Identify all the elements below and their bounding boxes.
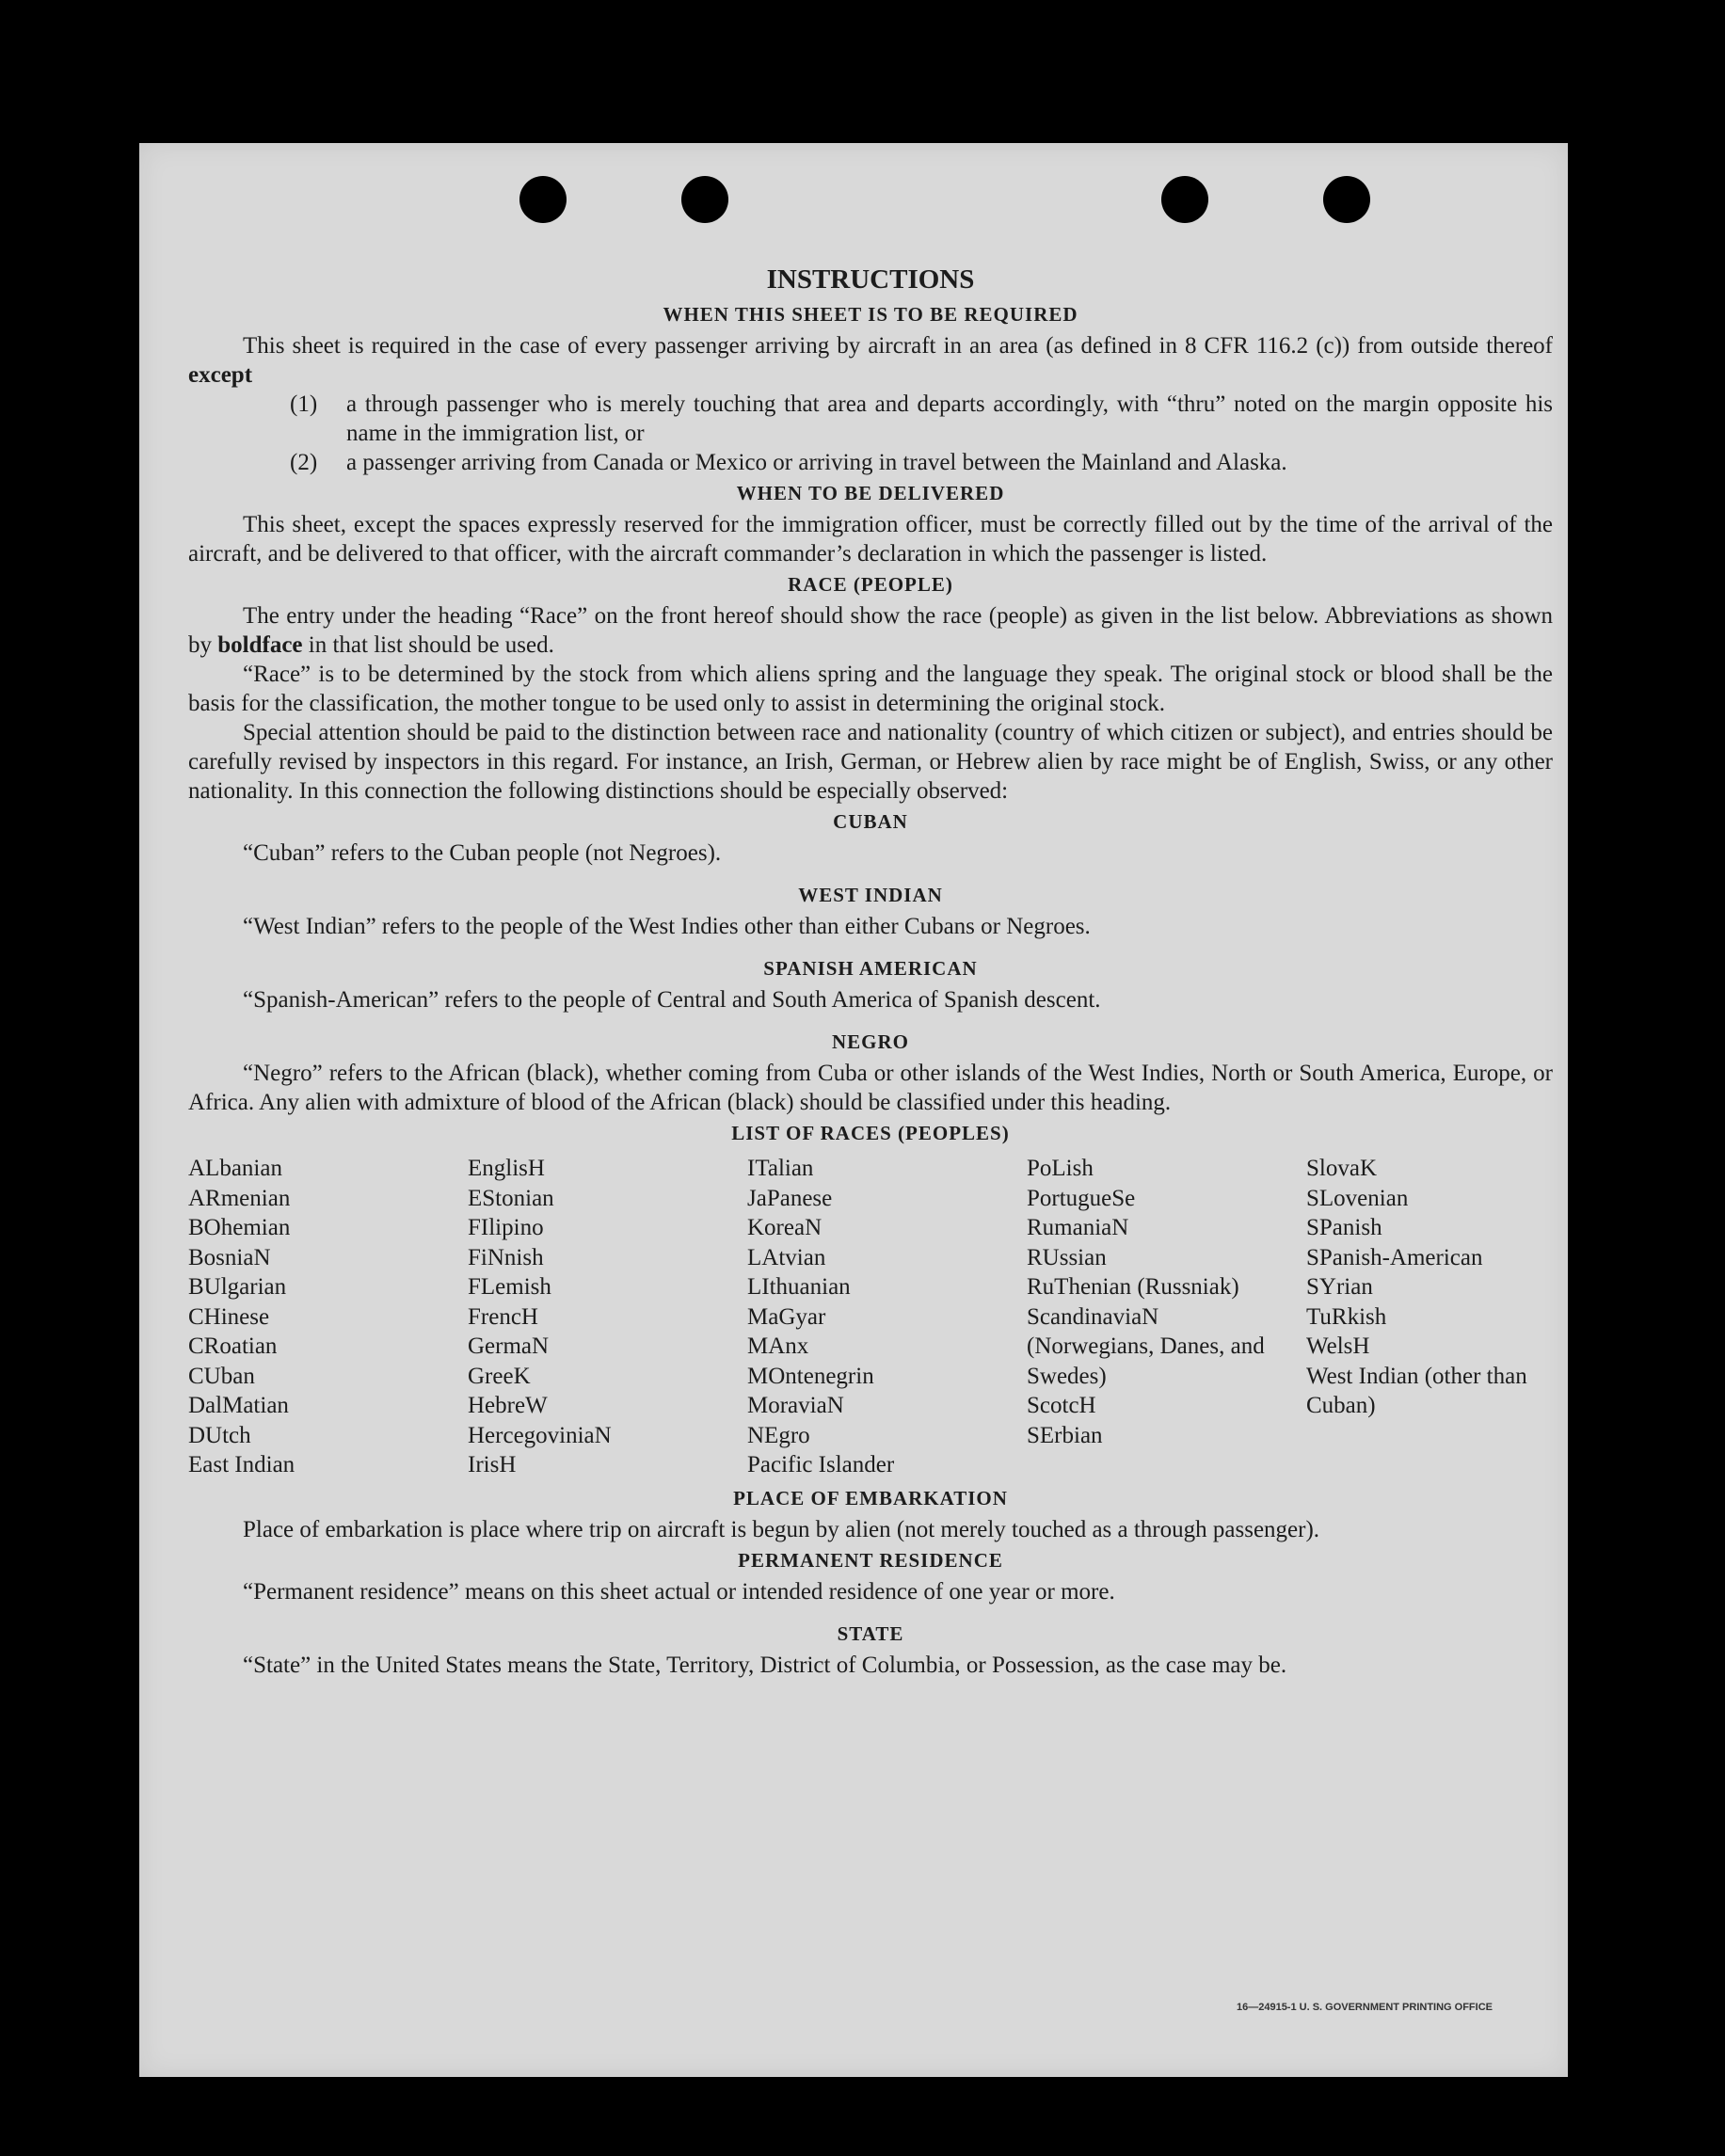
race-item: RumaniaN	[1027, 1215, 1129, 1240]
section-heading: PLACE OF EMBARKATION	[733, 1486, 1008, 1509]
race-column	[747, 1154, 1027, 1480]
race-item: GreeK	[468, 1363, 531, 1389]
race-list	[188, 1154, 1553, 1480]
paragraph: This sheet, except the spaces expressly reserved for the immigration officer, must be correctly filled out by the time of the arrival of the aircraft, and be delivered to that officer, with the aircraft commander’s declaration in which the passenger is listed.	[188, 512, 1553, 567]
race-item: SErbian	[1027, 1422, 1103, 1448]
punch-hole	[1323, 176, 1370, 223]
printer-footer: 16—24915-1 U. S. GOVERNMENT PRINTING OFFICE	[1236, 2002, 1493, 2013]
race-item: RUssian	[1027, 1244, 1107, 1270]
punch-hole	[1161, 176, 1208, 223]
race-item: FrencH	[468, 1303, 538, 1330]
race-column	[468, 1154, 747, 1480]
race-item: ScandinaviaN (Norwegians, Danes, and Swedes)	[1027, 1303, 1265, 1389]
punch-hole	[519, 176, 567, 223]
paragraph: “West Indian” refers to the people of the West Indies other than either Cubans or Negroes.	[243, 914, 1091, 939]
race-item: SlovaK	[1306, 1156, 1377, 1181]
race-item: CHinese	[188, 1303, 270, 1330]
section-heading: PERMANENT RESIDENCE	[738, 1548, 1003, 1572]
race-item: SLovenian	[1306, 1185, 1409, 1211]
race-item: SYrian	[1306, 1274, 1373, 1300]
race-item: CUban	[188, 1363, 255, 1389]
race-item: IrisH	[468, 1452, 517, 1477]
section-heading: NEGRO	[831, 1030, 909, 1053]
paragraph: “Permanent residence” means on this sheet actual or intended residence of one year or more.	[243, 1578, 1115, 1605]
section-heading: WHEN THIS SHEET IS TO BE REQUIRED	[663, 303, 1078, 326]
paragraph: “Race” is to be determined by the stock from which aliens spring and the language they speak. The original stock or blood shall be the basis for the classification, the mother tongue to be used only to assist in determining the original stock.	[188, 662, 1553, 716]
race-item: GermaN	[468, 1334, 550, 1359]
race-item: LIthuanian	[747, 1274, 851, 1300]
page-title: INSTRUCTIONS	[766, 264, 975, 295]
race-item: HercegoviniaN	[468, 1422, 612, 1448]
section-heading: CUBAN	[833, 810, 908, 833]
section-heading: WEST INDIAN	[798, 884, 943, 906]
paragraph: The entry under the heading “Race” on the front hereof should show the race (people) as given in the list below. Abbreviations as shown by boldface in that list should be used.	[188, 603, 1553, 658]
race-item: LAtvian	[747, 1244, 826, 1270]
race-item: RuThenian (Russniak)	[1027, 1274, 1239, 1300]
paragraph: This sheet is required in the case of every passenger arriving by aircraft in an area (as defined in 8 CFR 116.2 (c)) from outside thereof except	[188, 333, 1553, 388]
race-item: ITalian	[747, 1156, 814, 1181]
race-item: DalMatian	[188, 1393, 289, 1418]
race-item: EnglisH	[468, 1156, 545, 1181]
section-heading: SPANISH AMERICAN	[763, 957, 978, 980]
race-item: SPanish	[1306, 1215, 1382, 1240]
race-item: BosniaN	[188, 1244, 271, 1270]
race-item: MaGyar	[747, 1303, 826, 1330]
race-item: ARmenian	[188, 1185, 291, 1211]
section-heading: LIST OF RACES (PEOPLES)	[731, 1122, 1010, 1144]
race-item: SPanish-American	[1306, 1244, 1483, 1270]
race-item: KoreaN	[747, 1215, 823, 1240]
instructions-content	[188, 265, 1553, 1680]
race-item: BUlgarian	[188, 1274, 287, 1300]
punch-hole	[681, 176, 728, 223]
race-item: MoraviaN	[747, 1393, 844, 1418]
paragraph: “Spanish-American” refers to the people of Central and South America of Spanish descent.	[243, 987, 1101, 1013]
race-item: EStonian	[468, 1185, 554, 1211]
race-item: DUtch	[188, 1422, 251, 1448]
race-item: ScotcH	[1027, 1393, 1096, 1418]
race-item: MOntenegrin	[747, 1363, 874, 1389]
paragraph: “Negro” refers to the African (black), whether coming from Cuba or other islands of the West Indies, North or South America, Europe, or Africa. Any alien with admixture of blood of the African (black) should be classified under this heading.	[188, 1061, 1553, 1115]
race-item: MAnx	[747, 1334, 809, 1359]
race-item: FIlipino	[468, 1215, 544, 1240]
section-heading: RACE (PEOPLE)	[788, 573, 953, 596]
section-heading: STATE	[837, 1621, 904, 1645]
section-heading: WHEN TO BE DELIVERED	[736, 482, 1005, 504]
paragraph: “Cuban” refers to the Cuban people (not Negroes).	[243, 840, 722, 866]
race-column	[188, 1154, 468, 1480]
paragraph: “State” in the United States means the State, Territory, District of Columbia, or Possession, as the case may be.	[243, 1652, 1287, 1678]
race-item: PoLish	[1027, 1156, 1094, 1181]
document-page	[139, 143, 1568, 2077]
race-item: NEgro	[747, 1422, 810, 1448]
race-item: JaPanese	[747, 1185, 833, 1211]
race-item: West Indian (other than Cuban)	[1306, 1363, 1527, 1418]
race-column	[1027, 1154, 1306, 1480]
paragraph: Special attention should be paid to the distinction between race and nationality (country of which citizen or subject), and entries should be carefully revised by inspectors in this regard. For instance, an Irish, German, or Hebrew alien by race might be of English, Swiss, or any other nationality. In this connection the following distinctions should be especially observed:	[188, 720, 1553, 804]
race-column	[1306, 1154, 1553, 1480]
race-item: FiNnish	[468, 1244, 544, 1270]
paragraph: Place of embarkation is place where trip on aircraft is begun by alien (not merely touched as a through passenger).	[243, 1516, 1320, 1542]
race-item: PortugueSe	[1027, 1185, 1136, 1211]
race-item: CRoatian	[188, 1334, 278, 1359]
race-item: Pacific Islander	[747, 1452, 895, 1477]
list-item: (1) a through passenger who is merely touching that area and departs accordingly, with “thru” noted on the margin opposite his name in the immigration list, or	[290, 391, 1553, 446]
race-item: HebreW	[468, 1393, 548, 1418]
race-item: FLemish	[468, 1274, 551, 1300]
race-item: East Indian	[188, 1452, 295, 1477]
list-item: (2) a passenger arriving from Canada or Mexico or arriving in travel between the Mainland and Alaska.	[290, 450, 1287, 475]
race-item: BOhemian	[188, 1215, 291, 1240]
race-item: TuRkish	[1306, 1303, 1387, 1330]
race-item: ALbanian	[188, 1156, 282, 1181]
race-item: WelsH	[1306, 1334, 1370, 1359]
